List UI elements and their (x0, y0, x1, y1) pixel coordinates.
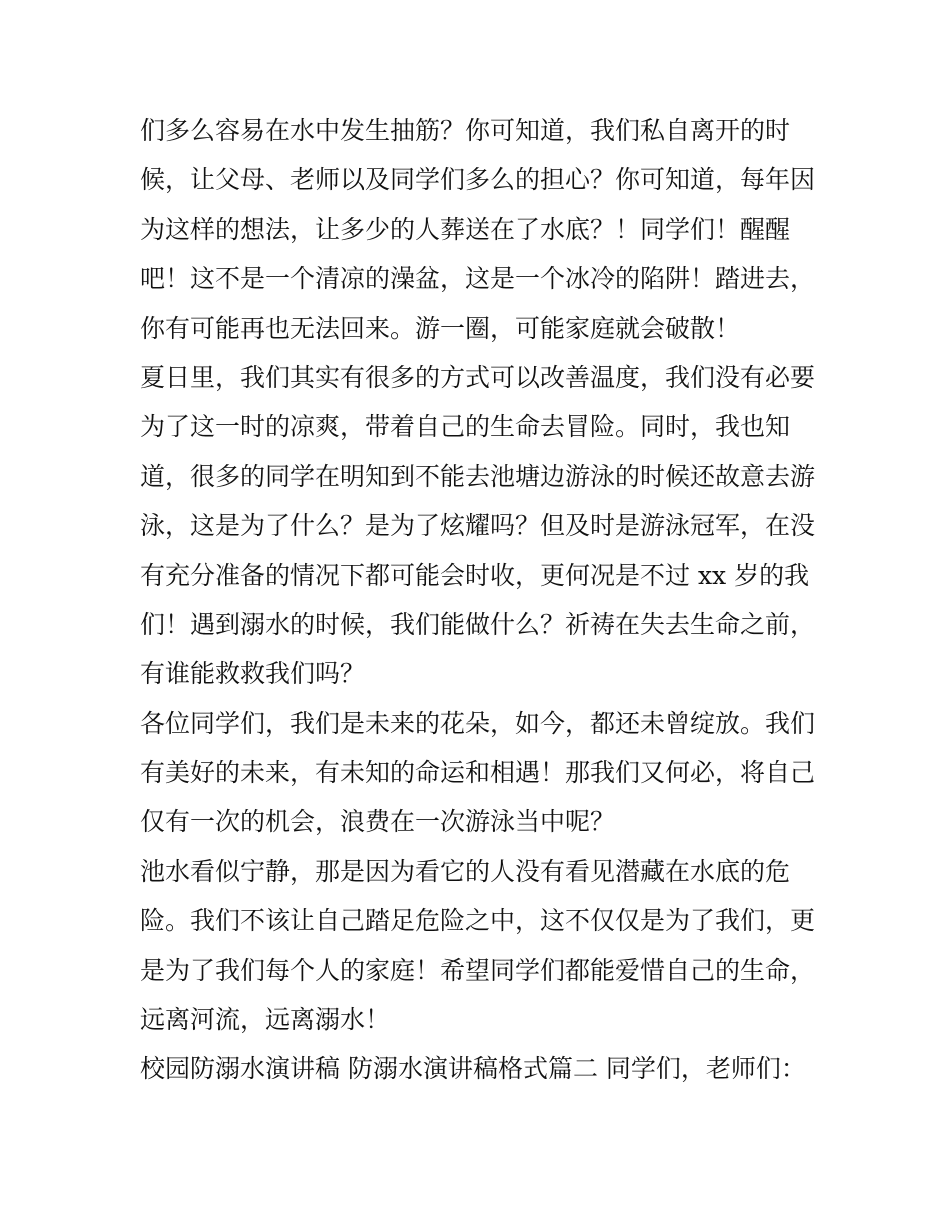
text-line: 吧！这不是一个清凉的澡盆，这是一个冰冷的陷阱！踏进去， (140, 264, 816, 294)
text-line: 泳，这是为了什么？是为了炫耀吗？但及时是游泳冠军，在没 (140, 511, 816, 541)
text-line: 校园防溺水演讲稿 防溺水演讲稿格式篇二 同学们，老师们： (140, 1054, 806, 1084)
text-line: 是为了我们每个人的家庭！希望同学们都能爱惜自己的生命， (140, 955, 816, 985)
text-line: 候，让父母、老师以及同学们多么的担心？你可知道，每年因 (140, 165, 816, 195)
text-line: 有充分准备的情况下都可能会时收，更何况是不过 xx 岁的我 (140, 560, 810, 590)
text-line: 你有可能再也无法回来。游一圈，可能家庭就会破散！ (140, 313, 741, 343)
text-line: 为这样的想法，让多少的人葬送在了水底？！同学们！醒醒 (140, 214, 791, 244)
text-line: 仅有一次的机会，浪费在一次游泳当中呢？ (140, 807, 616, 837)
text-line: 道，很多的同学在明知到不能去池塘边游泳的时候还故意去游 (140, 461, 816, 491)
text-line: 有美好的未来，有未知的命运和相遇！那我们又何必，将自己 (140, 758, 816, 788)
text-line: 夏日里，我们其实有很多的方式可以改善温度，我们没有必要 (140, 362, 816, 392)
text-line: 险。我们不该让自己踏足危险之中，这不仅仅是为了我们，更 (140, 906, 816, 936)
text-line: 们多么容易在水中发生抽筋？你可知道，我们私自离开的时 (140, 116, 791, 145)
text-line: 为了这一时的凉爽，带着自己的生命去冒险。同时，我也知 (140, 412, 791, 442)
text-line: 远离河流，远离溺水！ (140, 1005, 391, 1035)
text-line: 有谁能救救我们吗？ (140, 659, 366, 689)
text-line: 各位同学们，我们是未来的花朵，如今，都还未曾绽放。我们 (140, 708, 816, 738)
text-line: 池水看似宁静，那是因为看它的人没有看见潜藏在水底的危 (140, 856, 791, 886)
document-body (140, 106, 830, 1094)
text-line: 们！遇到溺水的时候，我们能做什么？祈祷在失去生命之前， (140, 609, 816, 639)
